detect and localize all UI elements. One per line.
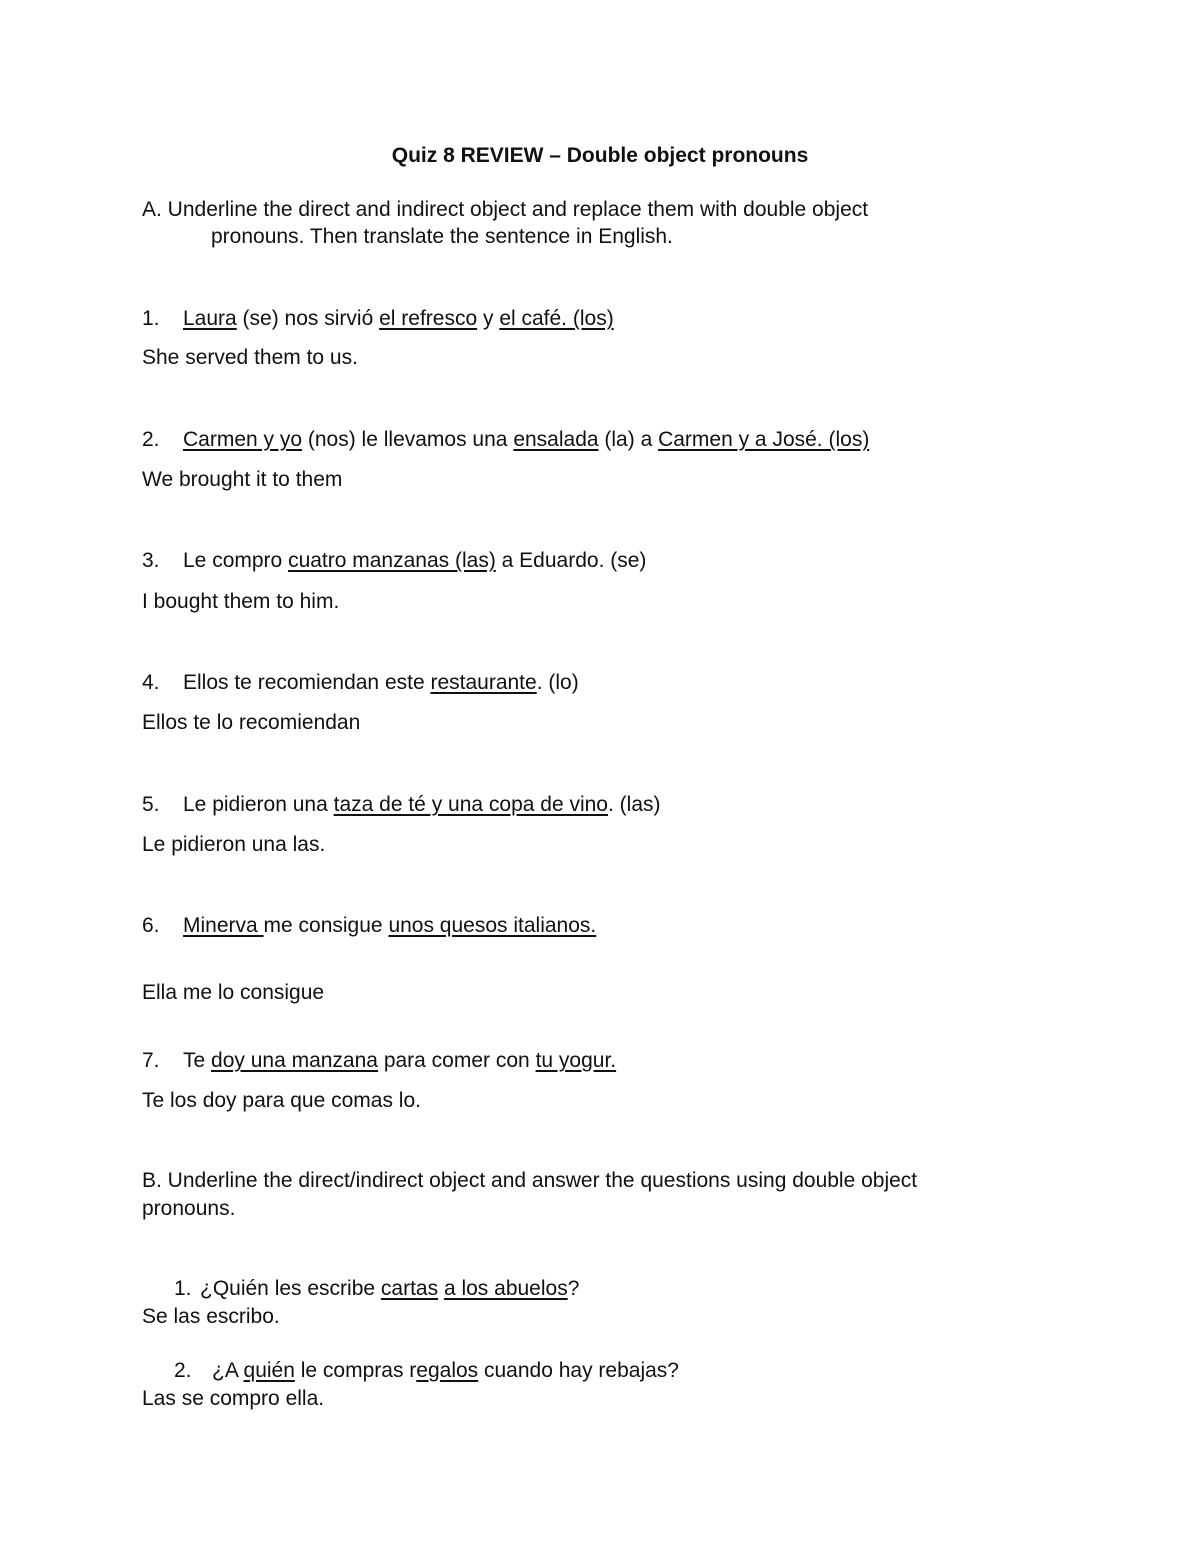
question-text: . (las) bbox=[608, 793, 661, 816]
underlined-object: el café. (los) bbox=[499, 307, 614, 330]
section-b-instruction-line1: B. Underline the direct/indirect object and answer the questions using double object bbox=[142, 1169, 918, 1192]
question-text: cuando hay rebajas? bbox=[478, 1359, 679, 1382]
question-a5 bbox=[142, 792, 661, 818]
question-number: 6. bbox=[142, 914, 160, 937]
question-number: 1. bbox=[174, 1277, 192, 1300]
underlined-object: ensalada bbox=[513, 428, 599, 451]
answer-a5: Le pidieron una las. bbox=[142, 833, 326, 856]
question-text: (la) a bbox=[598, 428, 659, 451]
question-number: 5. bbox=[142, 793, 160, 816]
answer-a4: Ellos te lo recomiendan bbox=[142, 711, 361, 734]
underlined-object: quién bbox=[243, 1359, 295, 1382]
question-b1 bbox=[174, 1276, 579, 1302]
question-number: 2. bbox=[142, 428, 160, 451]
underlined-object: Minerva bbox=[183, 914, 264, 937]
question-text: ¿Quién les escribe bbox=[200, 1277, 381, 1300]
answer-b1: Se las escribo. bbox=[142, 1305, 280, 1328]
answer-a3: I bought them to him. bbox=[142, 590, 340, 613]
underlined-object: cuatro manzanas (las) bbox=[288, 549, 496, 572]
question-a7 bbox=[142, 1048, 616, 1074]
answer-b2: Las se compro ella. bbox=[142, 1387, 325, 1410]
question-text: ¿A bbox=[212, 1359, 244, 1382]
underlined-object: restaurante bbox=[430, 671, 537, 694]
question-text: (se) nos sirvió bbox=[236, 307, 380, 330]
question-number: 3. bbox=[142, 549, 160, 572]
question-text: . (lo) bbox=[536, 671, 579, 694]
section-b-instruction bbox=[142, 1167, 1042, 1223]
underlined-object: unos quesos italianos. bbox=[388, 914, 597, 937]
question-a4 bbox=[142, 670, 579, 696]
question-a3 bbox=[142, 548, 646, 574]
section-a-instruction-line1: A. Underline the direct and indirect object and replace them with double object bbox=[142, 198, 869, 221]
question-text: Le compro bbox=[183, 549, 289, 572]
underlined-object: taza de té y una copa de vino bbox=[333, 793, 608, 816]
question-text: Te bbox=[183, 1049, 212, 1072]
question-text: le compras r bbox=[294, 1359, 417, 1382]
underlined-object: cartas bbox=[380, 1277, 439, 1300]
underlined-object: doy una manzana bbox=[211, 1049, 378, 1072]
question-text: Le pidieron una bbox=[183, 793, 334, 816]
section-b-instruction-line2: pronouns. bbox=[142, 1197, 236, 1220]
question-number: 7. bbox=[142, 1049, 160, 1072]
underlined-object: tu yogur. bbox=[535, 1049, 617, 1072]
question-text: a Eduardo. (se) bbox=[495, 549, 647, 572]
underlined-object: el refresco bbox=[379, 307, 478, 330]
answer-a1: She served them to us. bbox=[142, 346, 358, 369]
question-text: Ellos te recomiendan este bbox=[183, 671, 431, 694]
page-title: Quiz 8 REVIEW – Double object pronouns bbox=[391, 144, 809, 167]
question-text: para comer con bbox=[377, 1049, 536, 1072]
answer-a7: Te los doy para que comas lo. bbox=[142, 1089, 421, 1112]
question-number: 2. bbox=[174, 1359, 192, 1382]
underlined-object: Laura bbox=[183, 307, 237, 330]
question-a6 bbox=[142, 913, 596, 939]
question-text: ? bbox=[567, 1277, 580, 1300]
underlined-object: a los abuelos bbox=[443, 1277, 568, 1300]
underlined-object: Carmen y yo bbox=[183, 428, 303, 451]
question-text: me consigue bbox=[263, 914, 389, 937]
question-a2 bbox=[142, 427, 869, 453]
underlined-object: Carmen y a José. (los) bbox=[658, 428, 870, 451]
answer-a2: We brought it to them bbox=[142, 468, 343, 491]
answer-a6: Ella me lo consigue bbox=[142, 981, 325, 1004]
section-a-instruction bbox=[142, 196, 1042, 250]
question-number: 1. bbox=[142, 307, 160, 330]
section-a-instruction-line2: pronouns. Then translate the sentence in English. bbox=[211, 225, 673, 248]
question-a1 bbox=[142, 306, 614, 332]
underlined-object: egalos bbox=[416, 1359, 479, 1382]
question-number: 4. bbox=[142, 671, 160, 694]
question-text: y bbox=[477, 307, 500, 330]
question-b2 bbox=[174, 1358, 679, 1384]
question-text: (nos) le llevamos una bbox=[302, 428, 514, 451]
